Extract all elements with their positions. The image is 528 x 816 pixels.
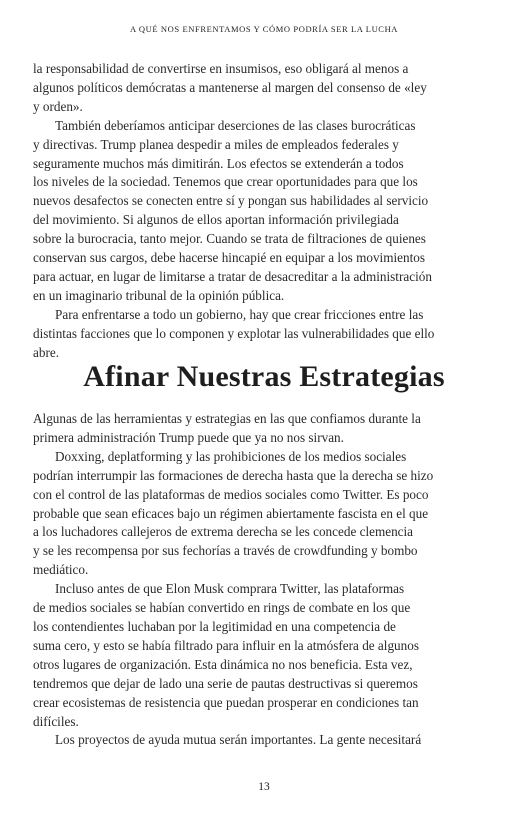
text-line: sobre la burocracia, tanto mejor. Cuando se trata de filtraciones de quienes bbox=[33, 231, 426, 247]
text-line: para actuar, en lugar de limitarse a tratar de desacreditar a la administración bbox=[33, 268, 432, 284]
text-line: abre. bbox=[33, 344, 59, 360]
text-line: los contendientes luchaban por la legitimidad en una competencia de bbox=[33, 618, 396, 634]
text-line: y directivas. Trump planea despedir a miles de empleados federales y bbox=[33, 136, 399, 152]
text-line: en un imaginario tribunal de la opinión pública. bbox=[33, 287, 285, 303]
text-line: Algunas de las herramientas y estrategias en las que confiamos durante la bbox=[33, 411, 421, 426]
body-text-top bbox=[33, 60, 481, 363]
text-line: la responsabilidad de convertirse en insumisos, eso obligará al menos a bbox=[33, 61, 409, 76]
running-header: A QUÉ NOS ENFRENTAMOS Y CÓMO PODRÍA SER LA LUCHA bbox=[129, 24, 399, 34]
text-line: y se les recompensa por sus fechorías a través de crowdfunding y bombo bbox=[33, 543, 418, 559]
text-line: nuevos desafectos se conecten entre sí y pongan sus habilidades al servicio bbox=[33, 193, 429, 209]
text-line: Para enfrentarse a todo un gobierno, hay que crear fricciones entre las bbox=[55, 306, 424, 322]
text-line: del movimiento. Si algunos de ellos aportan información privilegiada bbox=[33, 212, 399, 228]
body-text-bottom bbox=[33, 410, 481, 750]
text-line: otros lugares de organización. Esta dinámica no nos beneficia. Esta vez, bbox=[33, 656, 413, 672]
text-line: difíciles. bbox=[33, 713, 79, 729]
text-line: algunos políticos demócratas a mantenerse al margen del consenso de «ley bbox=[33, 79, 427, 95]
text-line: de medios sociales se habían convertido en rings de combate en los que bbox=[33, 600, 411, 616]
text-line: distintas facciones que lo componen y explotar las vulnerabilidades que ello bbox=[33, 325, 435, 341]
text-line: mediático. bbox=[33, 562, 89, 578]
text-line: tendremos que dejar de lado una serie de pautas destructivas si queremos bbox=[33, 675, 418, 691]
text-line: seguramente muchos más dimitirán. Los efectos se extenderán a todos bbox=[33, 155, 404, 171]
text-line: crear ecosistemas de resistencia que puedan prosperar en condiciones tan bbox=[33, 694, 419, 710]
text-line: Doxxing, deplatforming y las prohibiciones de los medios sociales bbox=[55, 448, 407, 464]
text-line: probable que sean eficaces bajo un régimen abiertamente fascista en el que bbox=[33, 505, 429, 521]
section-heading: Afinar Nuestras Estrategias bbox=[83, 360, 445, 393]
text-line: conservan sus cargos, debe hacerse hincapié en equipar a los movimientos bbox=[33, 250, 425, 266]
text-line: a los luchadores callejeros de extrema derecha se les concede clemencia bbox=[33, 524, 414, 540]
text-line: Incluso antes de que Elon Musk comprara Twitter, las plataformas bbox=[55, 581, 405, 597]
text-line: También deberíamos anticipar deserciones de las clases burocráticas bbox=[55, 117, 416, 133]
page-number: 13 bbox=[258, 781, 270, 793]
text-line: con el control de las plataformas de medios sociales como Twitter. Es poco bbox=[33, 486, 429, 502]
text-line: Los proyectos de ayuda mutua serán importantes. La gente necesitará bbox=[55, 732, 422, 748]
text-line: primera administración Trump puede que ya no nos sirvan. bbox=[33, 429, 344, 445]
text-line: y orden». bbox=[33, 98, 83, 114]
text-line: podrían interrumpir las formaciones de derecha hasta que la derecha se hizo bbox=[33, 467, 434, 483]
text-line: suma cero, y esto se había filtrado para influir en la atmósfera de algunos bbox=[33, 637, 419, 653]
text-line: los niveles de la sociedad. Tenemos que crear oportunidades para que los bbox=[33, 174, 418, 190]
